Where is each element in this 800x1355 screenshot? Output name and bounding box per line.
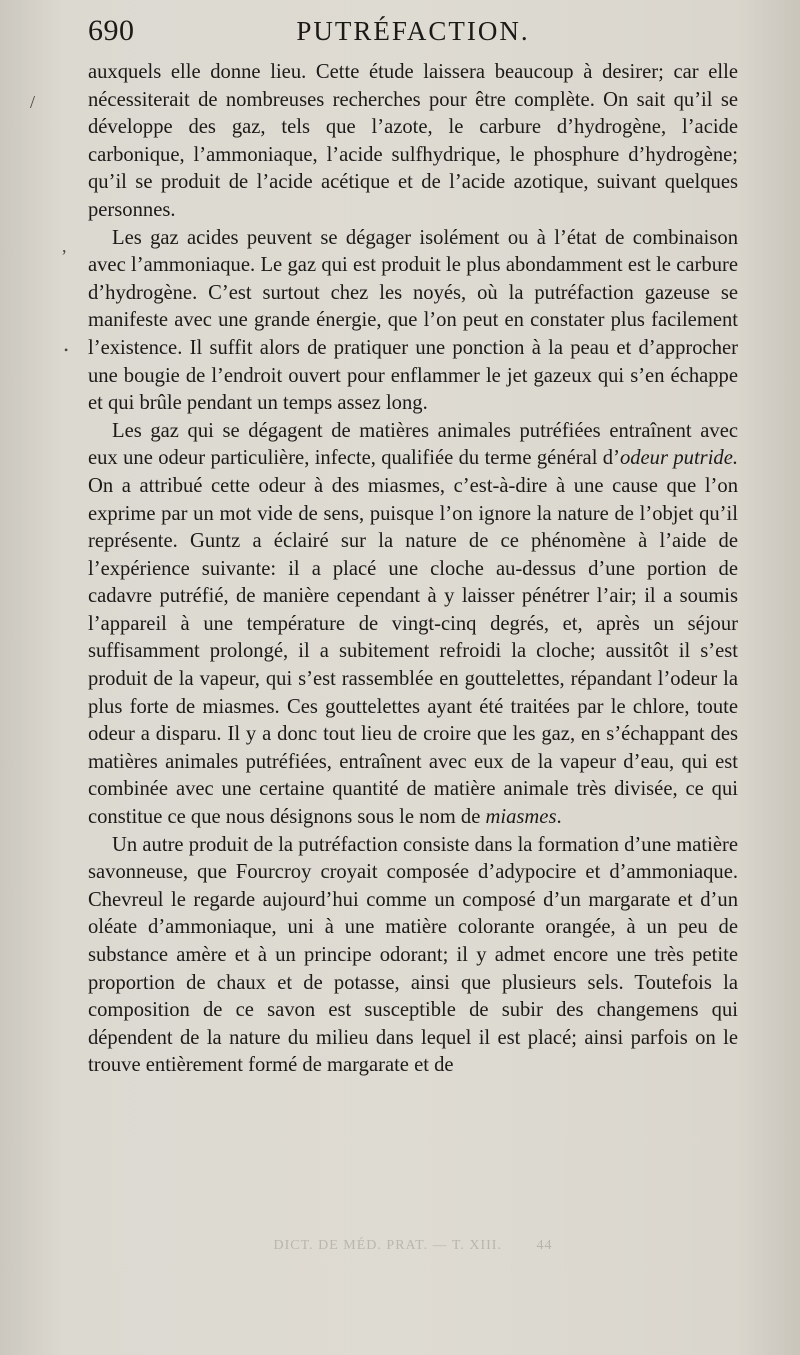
margin-pencil-mark: /: [30, 92, 36, 112]
paragraph-3-text-b: On a attribué cette odeur à des miasmes, c’est-à-dire à une cause que l’on exprime par un mot vide de sens, puisque l’on ignore la nature de l’objet qu’il représente. Guntz a éclairé sur la nature de ce phénomène à l’aide de l’expérience suivante: il a placé une cloche au-dessus d’une portion de cadavre putréfié, de manière cependant à y laisser pénétrer l’air; il a soumis l’appareil à une température de vingt-cinq degrés, et, après un séjour suffisamment prolongé, il a subitement refroidi la cloche; aussitôt il s’est produit de la vapeur, qui s’est rassemblée en gouttelettes, répandant l’odeur la plus forte de miasmes. Ces gouttelettes ayant été traitées par le chlore, toute odeur a disparu. Il y a donc tout lieu de croire que les gaz, en s’échappant des matières animales putréfiées, entraînent avec eux de la vapeur d’eau, qui est combinée avec une certaine quantité de matière animale très divisée, ce qui constitue ce que nous désignons sous le nom de: [88, 474, 738, 829]
paragraph-2: Les gaz acides peuvent se dégager isolément ou à l’état de combinaison avec l’ammoniaque. Le gaz qui est produit le plus abondamment est le carbure d’hydrogène. C’est surtout chez les noyés, où la putréfaction gazeuse se manifeste avec une grande énergie, que l’on peut en constater plus facilement l’existence. Il suffit alors de pratiquer une ponction à la peau et d’approcher une bougie de l’endroit ouvert pour enflammer le jet gazeux qui s’en échappe et qui brûle pendant un temps assez long.: [88, 226, 738, 415]
page-number: 690: [88, 14, 135, 47]
italic-term-odeur-putride: odeur putride.: [619, 447, 738, 470]
signature-mark: 44: [536, 1238, 553, 1253]
italic-term-miasmes: miasmes: [485, 806, 557, 829]
paragraph-3-text-c: .: [556, 806, 562, 829]
page-header: [88, 14, 738, 54]
body-text: [88, 59, 738, 1080]
running-title: PUTRÉFACTION.: [296, 16, 530, 46]
faint-signature-footer: [88, 1238, 738, 1298]
signature-line: DICT. DE MÉD. PRAT. — T. XIII.: [273, 1238, 502, 1253]
margin-pencil-mark: ,: [62, 236, 67, 256]
margin-pencil-mark: •: [64, 343, 69, 357]
paragraph-1: auxquels elle donne lieu. Cette étude laissera beaucoup à desirer; car elle nécessiterait de nombreuses recherches pour être complète. On sait qu’il se développe des gaz, tels que l’azote, le carbure d’hydrogène, l’acide carbonique, l’ammoniaque, l’acide sulfhydrique, le phosphure d’hydrogène; qu’il se produit de l’acide acétique et de l’acide azotique, suivant quelques personnes.: [88, 61, 738, 221]
paragraph-4: Un autre produit de la putréfaction consiste dans la formation d’une matière savonneuse, que Fourcroy croyait composée d’adypocire et d’ammoniaque. Chevreul le regarde aujourd’hui comme un composé d’un margarate et d’un oléate d’ammoniaque, uni à une matière colorante orangée, à un peu de substance amère et à un principe odorant; il y admet encore une très petite proportion de chaux et de potasse, ainsi que plusieurs sels. Toutefois la composition de ce savon est susceptible de subir des changemens qui dépendent de la nature du milieu dans lequel il est placé; ainsi parfois on le trouve entièrement formé de margarate et de: [88, 833, 738, 1077]
paragraph-3: [88, 418, 738, 832]
paragraph-3-text-a: Les gaz qui se dégagent de matières animales putréfiées entraînent avec eux une odeur particulière, infecte, qualifiée du terme général d’: [88, 419, 738, 470]
